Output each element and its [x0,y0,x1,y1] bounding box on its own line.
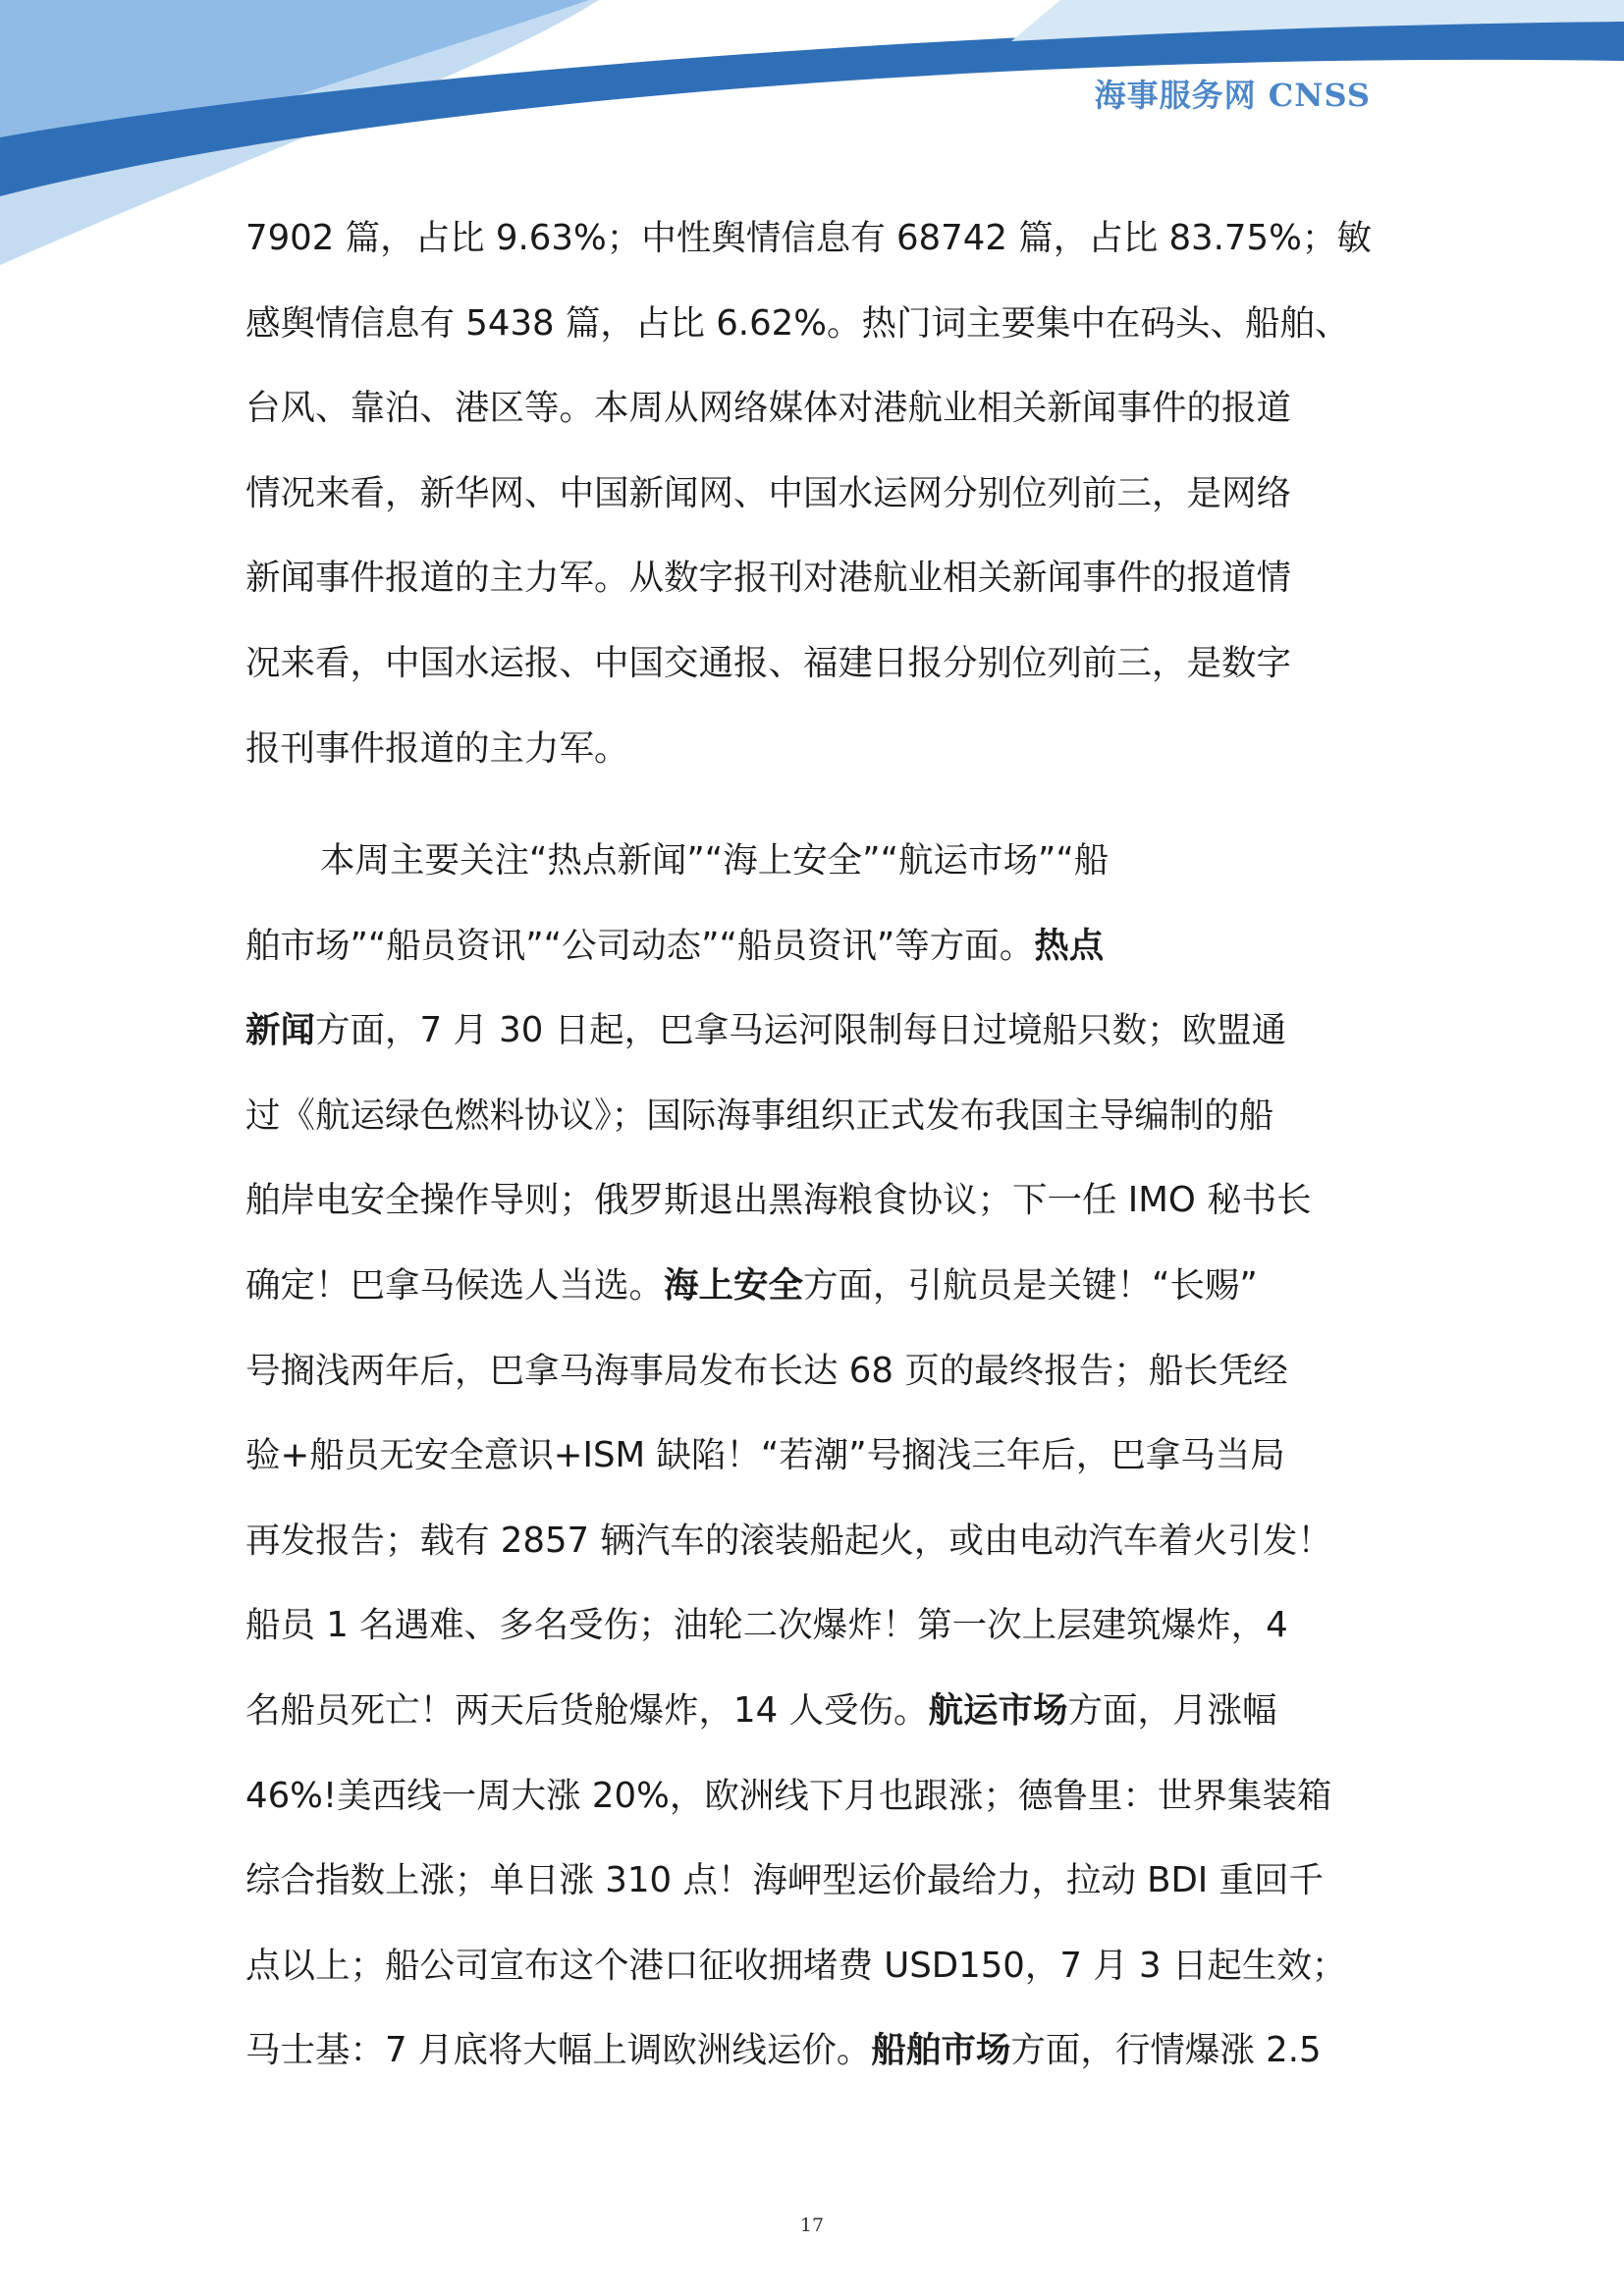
paragraph-line: 情况来看，新华网、中国新闻网、中国水运网分别位列前三，是网络 [245,472,1292,513]
paragraph-1 [245,196,1377,791]
paragraph-line: 综合指数上涨；单日涨 310 点！海岬型运价最给力，拉动 BDI 重回千 [245,1860,1325,1901]
paragraph-line: 船员 1 名遇难、多名受伤；油轮二次爆炸！第一次上层建筑爆炸，4 [245,1605,1288,1646]
paragraph-line: 46%!美西线一周大涨 20%，欧洲线下月也跟涨；德鲁里：世界集装箱 [245,1775,1332,1816]
paragraph-line [245,904,1377,989]
paragraph-2 [245,819,1377,2094]
text-run: 方面，引航员是关键！“长赐” [803,1264,1258,1306]
paragraph-line [245,1244,1377,1329]
paragraph-line: 感舆情信息有 5438 篇，占比 6.62%。热门词主要集中在码头、船舶、 [245,302,1350,344]
text-run: 名船员死亡！两天后货舱爆炸，14 人受伤。 [245,1689,929,1731]
paragraph-line: 台风、靠泊、港区等。本周从网络媒体对港航业相关新闻事件的报道 [245,388,1292,429]
paragraph-line: 过《航运绿色燃料协议》；国际海事组织正式发布我国主导编制的船 [245,1095,1274,1136]
paragraph-line: 验+船员无安全意识+ISM 缺陷！“若潮”号搁浅三年后，巴拿马当局 [245,1435,1285,1476]
text-run: 马士基：7 月底将大幅上调欧洲线运价。 [245,2030,872,2071]
page-number: 17 [799,2215,825,2236]
paragraph-line: 新闻事件报道的主力军。从数字报刊对港航业相关新闻事件的报道情 [245,558,1292,599]
section-keyword-shipping-market: 航运市场 [928,1689,1068,1731]
paragraph-line: 况来看，中国水运报、中国交通报、福建日报分别位列前三，是数字 [245,642,1292,683]
section-keyword-ship-market: 船舶市场 [871,2030,1011,2071]
text-run: 方面，月涨幅 [1067,1689,1277,1731]
paragraph-line: 舶岸电安全操作导则；俄罗斯退出黑海粮食协议；下一任 IMO 秘书长 [245,1180,1312,1221]
paragraph-line: 7902 篇，占比 9.63%；中性舆情信息有 68742 篇，占比 83.75%；敏 [245,218,1372,258]
paragraph-line [245,1669,1377,1754]
text-run: 确定！巴拿马候选人当选。 [245,1264,665,1306]
text-run: 方面，7 月 30 日起，巴拿马运河限制每日过境船只数；欧盟通 [315,1010,1287,1051]
section-keyword-hot-news: 热点 [1034,925,1105,966]
section-keyword-hot-news: 新闻 [245,1010,316,1051]
paragraph-line: 点以上；船公司宣布这个港口征收拥堵费 USD150，7 月 3 日起生效； [245,1945,1347,1986]
text-run: 舶市场”“船员资讯”“公司动态”“船员资讯”等方面。 [245,925,1035,966]
section-keyword-maritime-safety: 海上安全 [664,1264,804,1306]
paragraph-line: 号搁浅两年后，巴拿马海事局发布长达 68 页的最终报告；船长凭经 [245,1350,1288,1391]
paragraph-line: 报刊事件报道的主力军。 [245,727,629,769]
paragraph-line: 本周主要关注“热点新闻”“海上安全”“航运市场”“船 [320,840,1110,881]
paragraph-line [245,988,1377,1074]
text-run: 方面，行情爆涨 2.5 [1010,2030,1322,2071]
paragraph-line: 再发报告；载有 2857 辆汽车的滚装船起火，或由电动汽车着火引发！ [245,1520,1332,1561]
paragraph-line [245,2008,1377,2094]
site-name: 海事服务网 CNSS [1094,77,1371,114]
